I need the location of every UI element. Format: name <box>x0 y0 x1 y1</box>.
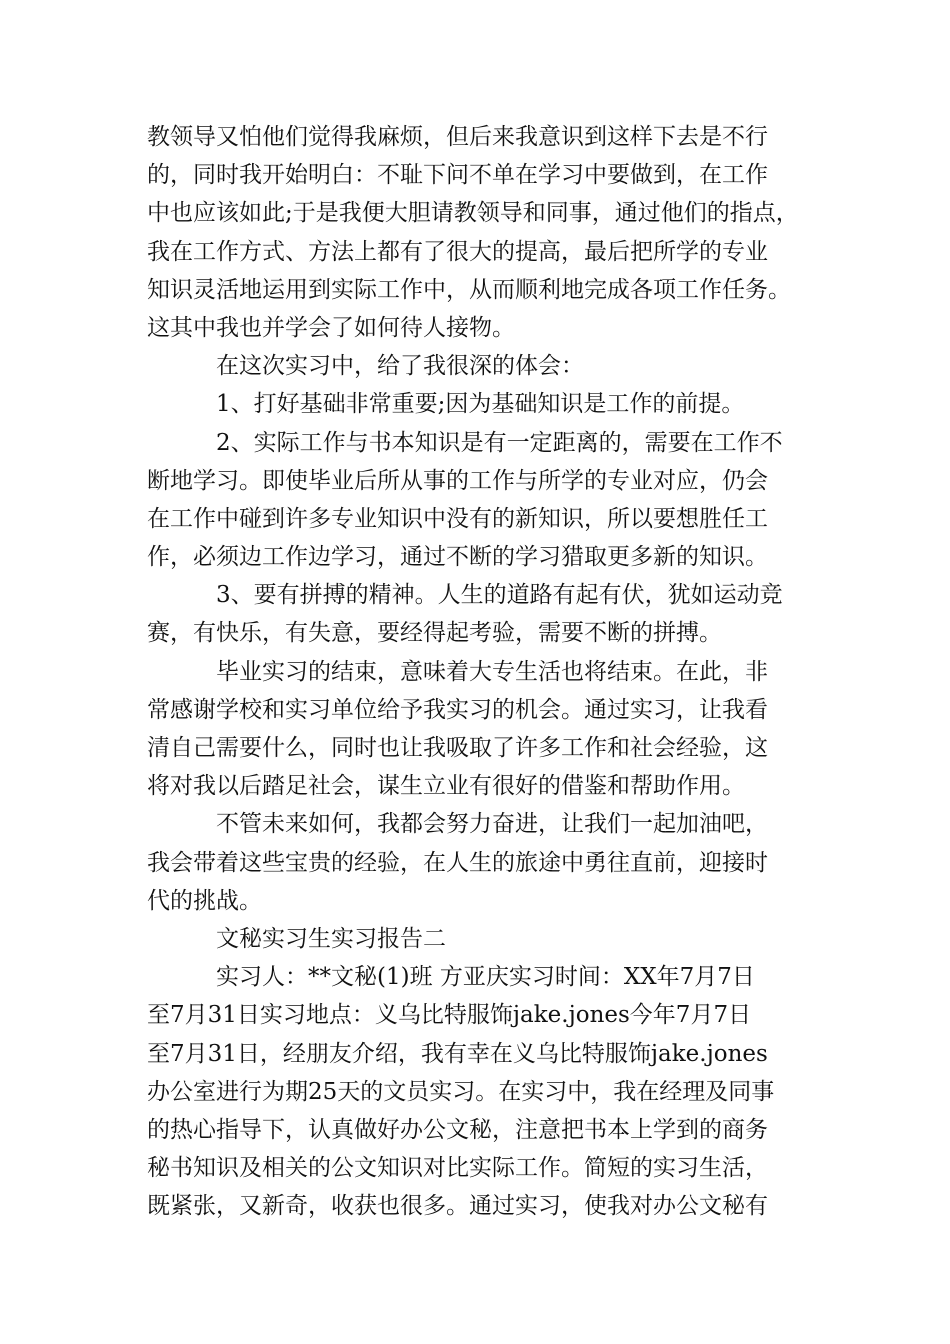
text-line: 我会带着这些宝贵的经验，在人生的旅途中勇往直前，迎接时 <box>147 849 768 876</box>
text-line: 3、要有拼搏的精神。人生的道路有起有伏，犹如运动竞 <box>216 582 783 609</box>
text-line: 作，必须边工作边学习，通过不断的学习猎取更多新的知识。 <box>147 544 768 571</box>
text-line: 既紧张，又新奇，收获也很多。通过实习，使我对办公文秘有 <box>147 1193 768 1220</box>
text-line: 秘书知识及相关的公文知识对比实际工作。简短的实习生活， <box>147 1155 768 1182</box>
document-body <box>147 118 827 1225</box>
text-line: 知识灵活地运用到实际工作中，从而顺利地完成各项工作任务。 <box>147 276 791 303</box>
text-line: 清自己需要什么，同时也让我吸取了许多工作和社会经验，这 <box>147 735 768 761</box>
text-line: 1、打好基础非常重要;因为基础知识是工作的前提。 <box>216 391 745 418</box>
text-line: 2、实际工作与书本知识是有一定距离的，需要在工作不 <box>216 429 783 456</box>
text-line: 在工作中碰到许多专业知识中没有的新知识，所以要想胜任工 <box>147 505 768 532</box>
text-line: 常感谢学校和实习单位给予我实习的机会。通过实习，让我看 <box>147 696 768 723</box>
text-line: 办公室进行为期25天的文员实习。在实习中，我在经理及同事 <box>147 1078 775 1105</box>
text-line: 教领导又怕他们觉得我麻烦，但后来我意识到这样下去是不行 <box>147 124 768 150</box>
text-line: 代的挑战。 <box>147 887 262 914</box>
text-line: 毕业实习的结束，意味着大专生活也将结束。在此，非 <box>216 658 768 685</box>
text-line: 中也应该如此;于是我便大胆请教领导和同事，通过他们的指点， <box>147 200 799 227</box>
text-line: 断地学习。即使毕业后所从事的工作与所学的专业对应，仍会 <box>147 467 768 494</box>
text-line: 在这次实习中，给了我很深的体会： <box>216 353 584 380</box>
text-line: 的，同时我开始明白：不耻下问不单在学习中要做到，在工作 <box>147 162 768 189</box>
text-line: 实习人：**文秘(1)班 方亚庆实习时间：XX年7月7日 <box>216 964 755 991</box>
text-line: 的热心指导下，认真做好办公文秘，注意把书本上学到的商务 <box>147 1116 768 1143</box>
text-line: 我在工作方式、方法上都有了很大的提高，最后把所学的专业 <box>147 238 768 265</box>
text-line: 将对我以后踏足社会，谋生立业有很好的借鉴和帮助作用。 <box>147 773 745 800</box>
text-line: 至7月31日实习地点：义乌比特服饰jake.jones今年7月7日 <box>147 1002 752 1029</box>
text-line: 赛，有快乐，有失意，要经得起考验，需要不断的拼搏。 <box>147 620 722 647</box>
section-heading: 文秘实习生实习报告二 <box>216 925 446 952</box>
text-line: 这其中我也并学会了如何待人接物。 <box>147 314 515 341</box>
text-line: 不管未来如何，我都会努力奋进，让我们一起加油吧， <box>216 811 768 838</box>
text-line: 至7月31日，经朋友介绍，我有幸在义乌比特服饰jake.jones <box>147 1040 768 1067</box>
